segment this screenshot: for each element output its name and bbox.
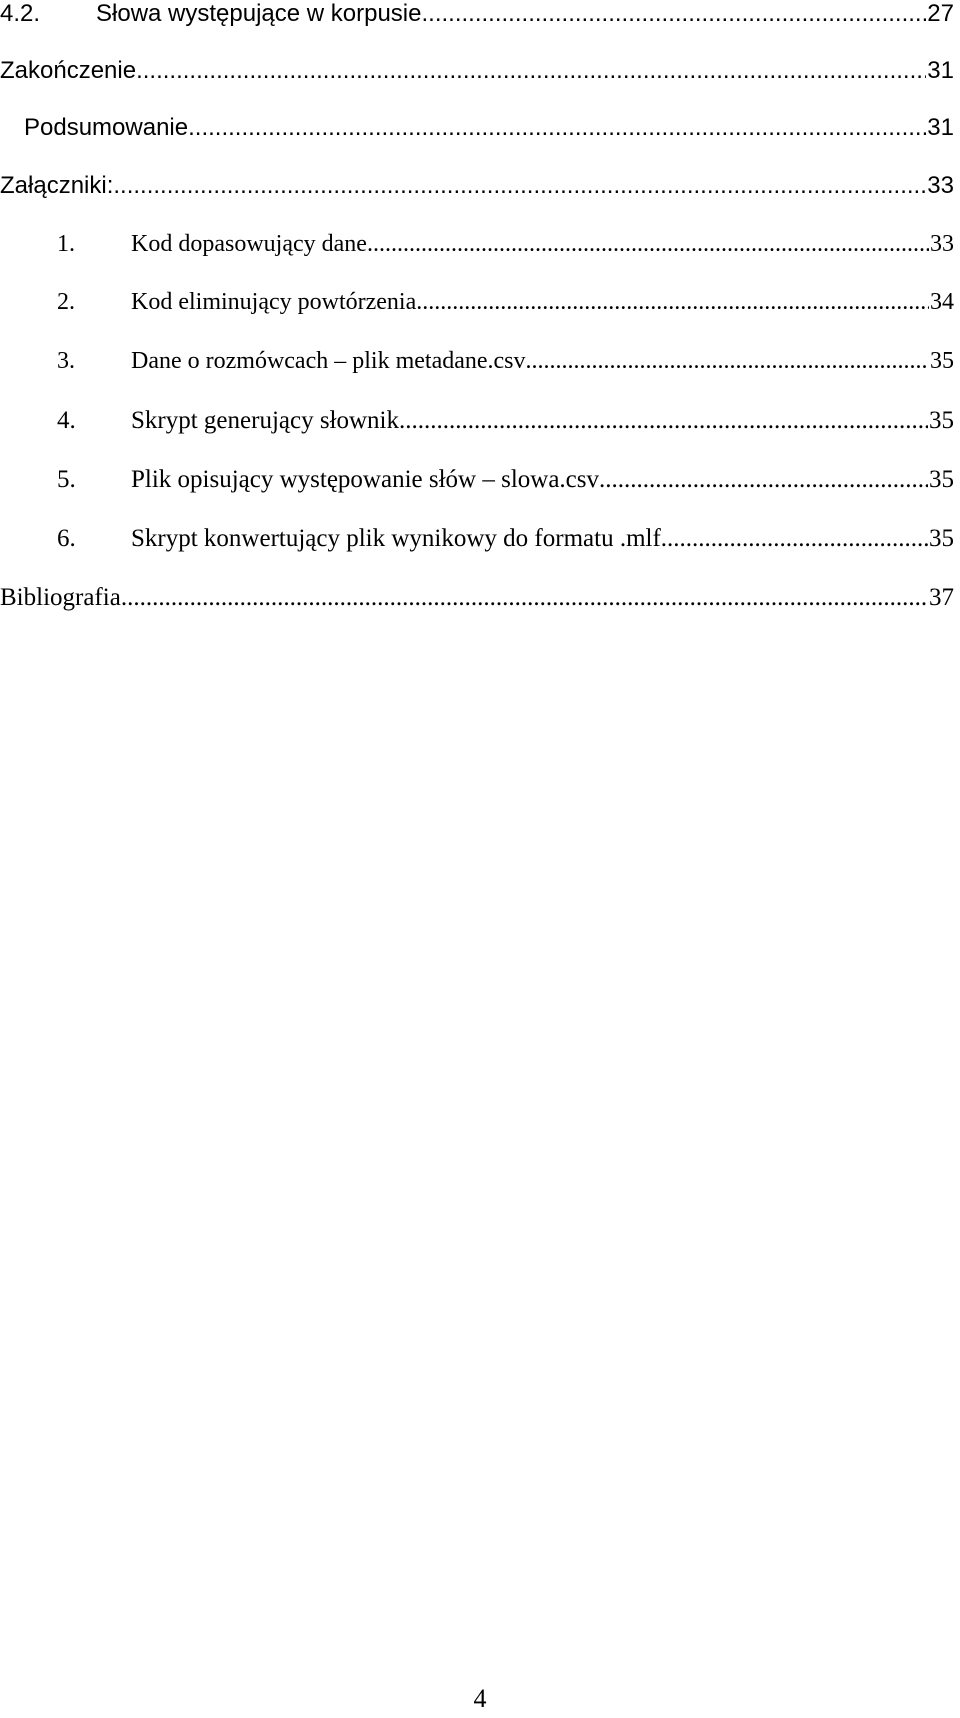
toc-entry-page: 35 [930, 348, 954, 374]
toc-entry-title: Kod dopasowujący dane [131, 231, 367, 257]
toc-dot-leader [121, 578, 928, 618]
toc-entry-number: 6. [57, 525, 76, 552]
toc-dot-leader [113, 166, 926, 206]
page-number: 4 [473, 1684, 487, 1713]
toc-dot-leader [188, 108, 926, 148]
toc-entry-title: Skrypt konwertujący plik wynikowy do formatu .mlf [131, 525, 661, 552]
toc-dot-leader [599, 460, 928, 500]
toc-entry-4-2[interactable] [0, 0, 954, 34]
toc-entry-page: 34 [930, 289, 954, 315]
toc-dot-leader [416, 282, 929, 322]
toc-entry-attachment-2[interactable] [0, 282, 954, 322]
toc-entry-title: Zakończenie. [0, 57, 143, 84]
toc-entry-number: 4.2. [0, 0, 41, 27]
toc-entry-attachment-5[interactable] [0, 460, 954, 500]
toc-dot-leader [526, 341, 929, 381]
toc-entry-page: 35 [929, 525, 954, 552]
toc-entry-number: 3. [57, 348, 75, 374]
toc-entry-title: Bibliografia [0, 584, 121, 611]
toc-entry-zalaczniki[interactable] [0, 166, 954, 206]
toc-entry-page: 27 [927, 0, 954, 27]
toc-entry-attachment-1[interactable] [0, 224, 954, 264]
toc-entry-attachment-4[interactable] [0, 401, 954, 441]
toc-entry-bibliografia[interactable] [0, 578, 954, 618]
toc-entry-attachment-3[interactable] [0, 341, 954, 381]
toc-entry-number: 5. [57, 466, 76, 493]
toc-entry-page: 35 [929, 466, 954, 493]
toc-entry-page: 33 [930, 231, 954, 257]
toc-dot-leader [399, 401, 928, 441]
toc-entry-zakonczenie[interactable] [0, 51, 954, 91]
toc-dot-leader [661, 519, 928, 559]
toc-entry-title: Dane o rozmówcach – plik metadane.csv [131, 348, 526, 374]
toc-dot-leader [422, 0, 927, 34]
toc-entry-attachment-6[interactable] [0, 519, 954, 559]
toc-dot-leader [143, 51, 927, 91]
toc-entry-number: 1. [57, 231, 75, 257]
toc-entry-page: 37 [929, 584, 954, 611]
toc-entry-number: 2. [57, 289, 75, 315]
toc-entry-title: Skrypt generujący słownik [131, 407, 400, 434]
toc-entry-podsumowanie[interactable] [0, 108, 954, 148]
toc-entry-page: 33 [927, 172, 954, 199]
toc-entry-page: 31 [927, 57, 954, 84]
toc-entry-title: Plik opisujący występowanie słów – slowa.csv [131, 466, 600, 493]
toc-entry-number: 4. [57, 407, 76, 434]
toc-entry-page: 35 [929, 407, 954, 434]
toc-entry-page: 31 [927, 114, 954, 141]
toc-entry-title: Załączniki: [0, 172, 114, 199]
toc-dot-leader [367, 224, 929, 264]
toc-entry-title: Podsumowanie [24, 114, 189, 141]
toc-entry-title: Słowa występujące w korpusie [96, 0, 422, 27]
toc-entry-title: Kod eliminujący powtórzenia [131, 289, 417, 315]
